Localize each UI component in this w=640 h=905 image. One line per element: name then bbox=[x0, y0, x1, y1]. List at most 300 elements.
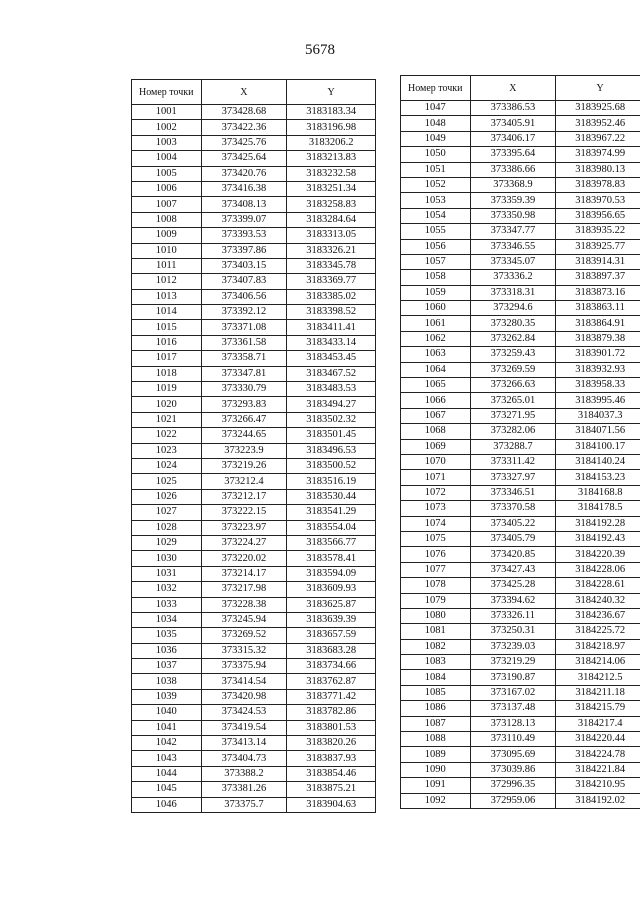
cell-point-number: 1032 bbox=[132, 582, 202, 597]
cell-point-number: 1045 bbox=[132, 782, 202, 797]
cell-point-number: 1030 bbox=[132, 551, 202, 566]
table-row bbox=[132, 736, 376, 751]
cell-point-number: 1040 bbox=[132, 705, 202, 720]
cell-point-number: 1002 bbox=[132, 120, 202, 135]
table-row bbox=[132, 782, 376, 797]
cell-point-number: 1014 bbox=[132, 305, 202, 320]
cell-y: 3183554.04 bbox=[287, 520, 376, 535]
table-row bbox=[401, 778, 640, 793]
cell-point-number: 1081 bbox=[401, 624, 471, 639]
cell-point-number: 1044 bbox=[132, 766, 202, 781]
cell-point-number: 1017 bbox=[132, 351, 202, 366]
table-row bbox=[132, 443, 376, 458]
cell-x: 373128.13 bbox=[470, 716, 556, 731]
header-point-number: Номер точки bbox=[401, 76, 471, 101]
cell-point-number: 1076 bbox=[401, 547, 471, 562]
cell-x: 373381.26 bbox=[201, 782, 287, 797]
cell-point-number: 1059 bbox=[401, 285, 471, 300]
table-row bbox=[132, 397, 376, 412]
table-row bbox=[132, 197, 376, 212]
cell-x: 373311.42 bbox=[470, 454, 556, 469]
cell-point-number: 1084 bbox=[401, 670, 471, 685]
table-row bbox=[132, 505, 376, 520]
cell-x: 373350.98 bbox=[470, 208, 556, 223]
cell-point-number: 1005 bbox=[132, 166, 202, 181]
table-row bbox=[401, 131, 640, 146]
coordinates-table-left bbox=[131, 79, 376, 813]
cell-point-number: 1015 bbox=[132, 320, 202, 335]
table-row bbox=[401, 378, 640, 393]
cell-y: 3183483.53 bbox=[287, 382, 376, 397]
cell-y: 3184220.39 bbox=[556, 547, 640, 562]
table-row bbox=[401, 101, 640, 116]
cell-point-number: 1003 bbox=[132, 135, 202, 150]
cell-point-number: 1054 bbox=[401, 208, 471, 223]
cell-y: 3184236.67 bbox=[556, 608, 640, 623]
table-row bbox=[132, 335, 376, 350]
cell-y: 3184214.06 bbox=[556, 655, 640, 670]
cell-point-number: 1027 bbox=[132, 505, 202, 520]
cell-point-number: 1006 bbox=[132, 181, 202, 196]
cell-point-number: 1016 bbox=[132, 335, 202, 350]
cell-point-number: 1083 bbox=[401, 655, 471, 670]
cell-x: 373244.65 bbox=[201, 428, 287, 443]
table-row bbox=[401, 670, 640, 685]
cell-y: 3183566.77 bbox=[287, 535, 376, 550]
cell-x: 373095.69 bbox=[470, 747, 556, 762]
cell-y: 3184220.44 bbox=[556, 732, 640, 747]
cell-y: 3183467.52 bbox=[287, 366, 376, 381]
cell-x: 373330.79 bbox=[201, 382, 287, 397]
cell-point-number: 1001 bbox=[132, 105, 202, 120]
cell-x: 373405.22 bbox=[470, 516, 556, 531]
cell-x: 373250.31 bbox=[470, 624, 556, 639]
cell-y: 3183863.11 bbox=[556, 301, 640, 316]
cell-point-number: 1008 bbox=[132, 212, 202, 227]
table-body-left bbox=[132, 105, 376, 813]
table-row bbox=[401, 301, 640, 316]
cell-y: 3183958.33 bbox=[556, 378, 640, 393]
cell-x: 372996.35 bbox=[470, 778, 556, 793]
table-row bbox=[401, 270, 640, 285]
cell-x: 373239.03 bbox=[470, 639, 556, 654]
cell-x: 373280.35 bbox=[470, 316, 556, 331]
table-row bbox=[132, 243, 376, 258]
table-row bbox=[132, 674, 376, 689]
cell-x: 373428.68 bbox=[201, 105, 287, 120]
cell-y: 3183453.45 bbox=[287, 351, 376, 366]
table-row bbox=[401, 701, 640, 716]
header-y: Y bbox=[556, 76, 640, 101]
table-row bbox=[132, 751, 376, 766]
cell-x: 373420.85 bbox=[470, 547, 556, 562]
cell-point-number: 1065 bbox=[401, 378, 471, 393]
header-y: Y bbox=[287, 80, 376, 105]
cell-point-number: 1026 bbox=[132, 489, 202, 504]
table-row bbox=[401, 239, 640, 254]
table-row bbox=[132, 382, 376, 397]
table-row bbox=[401, 362, 640, 377]
cell-point-number: 1086 bbox=[401, 701, 471, 716]
cell-y: 3183875.21 bbox=[287, 782, 376, 797]
cell-point-number: 1018 bbox=[132, 366, 202, 381]
table-header-row bbox=[132, 80, 376, 105]
cell-y: 3183995.46 bbox=[556, 393, 640, 408]
cell-point-number: 1056 bbox=[401, 239, 471, 254]
cell-point-number: 1047 bbox=[401, 101, 471, 116]
cell-x: 373422.36 bbox=[201, 120, 287, 135]
table-row bbox=[132, 428, 376, 443]
cell-point-number: 1058 bbox=[401, 270, 471, 285]
cell-point-number: 1088 bbox=[401, 732, 471, 747]
cell-x: 373190.87 bbox=[470, 670, 556, 685]
table-row bbox=[132, 535, 376, 550]
cell-point-number: 1024 bbox=[132, 458, 202, 473]
cell-point-number: 1069 bbox=[401, 439, 471, 454]
cell-y: 3183516.19 bbox=[287, 474, 376, 489]
cell-x: 373271.95 bbox=[470, 408, 556, 423]
table-row bbox=[132, 258, 376, 273]
cell-point-number: 1062 bbox=[401, 331, 471, 346]
table-row bbox=[132, 366, 376, 381]
cell-y: 3184212.5 bbox=[556, 670, 640, 685]
cell-y: 3183970.53 bbox=[556, 193, 640, 208]
cell-y: 3183901.72 bbox=[556, 347, 640, 362]
cell-y: 3183935.22 bbox=[556, 224, 640, 239]
cell-y: 3184037.3 bbox=[556, 408, 640, 423]
cell-y: 3183500.52 bbox=[287, 458, 376, 473]
cell-y: 3183501.45 bbox=[287, 428, 376, 443]
cell-y: 3183494.27 bbox=[287, 397, 376, 412]
cell-point-number: 1022 bbox=[132, 428, 202, 443]
table-row bbox=[401, 470, 640, 485]
cell-y: 3184240.32 bbox=[556, 593, 640, 608]
cell-point-number: 1010 bbox=[132, 243, 202, 258]
table-row bbox=[401, 685, 640, 700]
cell-y: 3183734.66 bbox=[287, 659, 376, 674]
cell-y: 3184215.79 bbox=[556, 701, 640, 716]
cell-x: 373222.15 bbox=[201, 505, 287, 520]
cell-y: 3184071.56 bbox=[556, 424, 640, 439]
table-row bbox=[132, 720, 376, 735]
table-row bbox=[132, 320, 376, 335]
cell-x: 373266.63 bbox=[470, 378, 556, 393]
table-row bbox=[401, 439, 640, 454]
cell-y: 3183771.42 bbox=[287, 689, 376, 704]
cell-y: 3184217.4 bbox=[556, 716, 640, 731]
cell-y: 3184178.5 bbox=[556, 501, 640, 516]
cell-x: 373262.84 bbox=[470, 331, 556, 346]
cell-point-number: 1092 bbox=[401, 793, 471, 808]
cell-y: 3183864.91 bbox=[556, 316, 640, 331]
cell-point-number: 1035 bbox=[132, 628, 202, 643]
cell-point-number: 1013 bbox=[132, 289, 202, 304]
cell-x: 373326.11 bbox=[470, 608, 556, 623]
table-row bbox=[401, 254, 640, 269]
cell-x: 373327.97 bbox=[470, 470, 556, 485]
table-body-right bbox=[401, 101, 640, 809]
cell-point-number: 1090 bbox=[401, 762, 471, 777]
cell-x: 373220.02 bbox=[201, 551, 287, 566]
cell-x: 373269.59 bbox=[470, 362, 556, 377]
cell-y: 3183897.37 bbox=[556, 270, 640, 285]
cell-point-number: 1039 bbox=[132, 689, 202, 704]
table-row bbox=[401, 316, 640, 331]
cell-x: 373388.2 bbox=[201, 766, 287, 781]
cell-y: 3184192.02 bbox=[556, 793, 640, 808]
cell-y: 3184218.97 bbox=[556, 639, 640, 654]
cell-point-number: 1075 bbox=[401, 531, 471, 546]
cell-y: 3183541.29 bbox=[287, 505, 376, 520]
cell-x: 373318.31 bbox=[470, 285, 556, 300]
cell-y: 3183978.83 bbox=[556, 177, 640, 192]
table-row bbox=[132, 289, 376, 304]
table-row bbox=[401, 593, 640, 608]
cell-point-number: 1033 bbox=[132, 597, 202, 612]
cell-point-number: 1012 bbox=[132, 274, 202, 289]
cell-x: 373393.53 bbox=[201, 228, 287, 243]
cell-y: 3183820.26 bbox=[287, 736, 376, 751]
cell-point-number: 1029 bbox=[132, 535, 202, 550]
cell-y: 3183782.86 bbox=[287, 705, 376, 720]
cell-point-number: 1011 bbox=[132, 258, 202, 273]
cell-x: 373427.43 bbox=[470, 562, 556, 577]
cell-y: 3184140.24 bbox=[556, 454, 640, 469]
cell-x: 373212.17 bbox=[201, 489, 287, 504]
cell-x: 373420.76 bbox=[201, 166, 287, 181]
table-row bbox=[132, 458, 376, 473]
cell-y: 3183345.78 bbox=[287, 258, 376, 273]
cell-y: 3184228.61 bbox=[556, 578, 640, 593]
table-row bbox=[132, 797, 376, 812]
cell-point-number: 1063 bbox=[401, 347, 471, 362]
cell-point-number: 1020 bbox=[132, 397, 202, 412]
cell-x: 373371.08 bbox=[201, 320, 287, 335]
cell-y: 3183196.98 bbox=[287, 120, 376, 135]
cell-y: 3183183.34 bbox=[287, 105, 376, 120]
cell-y: 3183657.59 bbox=[287, 628, 376, 643]
cell-point-number: 1038 bbox=[132, 674, 202, 689]
cell-x: 373375.7 bbox=[201, 797, 287, 812]
cell-y: 3183980.13 bbox=[556, 162, 640, 177]
cell-point-number: 1019 bbox=[132, 382, 202, 397]
cell-y: 3183284.64 bbox=[287, 212, 376, 227]
table-row bbox=[132, 166, 376, 181]
table-row bbox=[132, 489, 376, 504]
cell-y: 3184100.17 bbox=[556, 439, 640, 454]
table-row bbox=[401, 716, 640, 731]
table-row bbox=[132, 274, 376, 289]
cell-y: 3183639.39 bbox=[287, 612, 376, 627]
table-row bbox=[132, 689, 376, 704]
table-header-row bbox=[401, 76, 640, 101]
cell-x: 373110.49 bbox=[470, 732, 556, 747]
cell-x: 373294.6 bbox=[470, 301, 556, 316]
table-row bbox=[132, 151, 376, 166]
cell-x: 373212.4 bbox=[201, 474, 287, 489]
cell-y: 3183411.41 bbox=[287, 320, 376, 335]
table-row bbox=[401, 162, 640, 177]
cell-x: 373368.9 bbox=[470, 177, 556, 192]
cell-point-number: 1034 bbox=[132, 612, 202, 627]
cell-x: 373386.53 bbox=[470, 101, 556, 116]
cell-y: 3183952.46 bbox=[556, 116, 640, 131]
table-row bbox=[132, 643, 376, 658]
cell-point-number: 1021 bbox=[132, 412, 202, 427]
cell-y: 3183974.99 bbox=[556, 147, 640, 162]
cell-x: 373345.07 bbox=[470, 254, 556, 269]
table-row bbox=[401, 547, 640, 562]
table-row bbox=[401, 331, 640, 346]
cell-y: 3183932.93 bbox=[556, 362, 640, 377]
cell-x: 373408.13 bbox=[201, 197, 287, 212]
cell-point-number: 1067 bbox=[401, 408, 471, 423]
cell-y: 3183904.63 bbox=[287, 797, 376, 812]
cell-point-number: 1068 bbox=[401, 424, 471, 439]
cell-y: 3183956.65 bbox=[556, 208, 640, 223]
cell-x: 373223.9 bbox=[201, 443, 287, 458]
cell-y: 3183313.05 bbox=[287, 228, 376, 243]
cell-point-number: 1025 bbox=[132, 474, 202, 489]
cell-y: 3183609.93 bbox=[287, 582, 376, 597]
table-row bbox=[401, 177, 640, 192]
table-row bbox=[401, 224, 640, 239]
cell-y: 3183385.02 bbox=[287, 289, 376, 304]
table-row bbox=[132, 228, 376, 243]
cell-y: 3183967.22 bbox=[556, 131, 640, 146]
cell-x: 373245.94 bbox=[201, 612, 287, 627]
cell-point-number: 1070 bbox=[401, 454, 471, 469]
table-row bbox=[401, 285, 640, 300]
cell-point-number: 1043 bbox=[132, 751, 202, 766]
cell-point-number: 1037 bbox=[132, 659, 202, 674]
cell-y: 3183801.53 bbox=[287, 720, 376, 735]
cell-y: 3183232.58 bbox=[287, 166, 376, 181]
cell-x: 373414.54 bbox=[201, 674, 287, 689]
page-number: 5678 bbox=[305, 42, 335, 58]
cell-x: 373416.38 bbox=[201, 181, 287, 196]
table-row bbox=[401, 454, 640, 469]
table-row bbox=[132, 120, 376, 135]
cell-point-number: 1061 bbox=[401, 316, 471, 331]
cell-y: 3184211.18 bbox=[556, 685, 640, 700]
coordinates-table-right bbox=[400, 75, 640, 809]
table-row bbox=[132, 181, 376, 196]
table-row bbox=[132, 582, 376, 597]
cell-x: 373406.56 bbox=[201, 289, 287, 304]
cell-x: 373219.29 bbox=[470, 655, 556, 670]
cell-x: 373425.28 bbox=[470, 578, 556, 593]
table-row bbox=[132, 474, 376, 489]
cell-x: 373420.98 bbox=[201, 689, 287, 704]
table-row bbox=[401, 147, 640, 162]
cell-point-number: 1007 bbox=[132, 197, 202, 212]
cell-point-number: 1072 bbox=[401, 485, 471, 500]
cell-point-number: 1053 bbox=[401, 193, 471, 208]
table-row bbox=[132, 412, 376, 427]
cell-x: 373403.15 bbox=[201, 258, 287, 273]
table-row bbox=[401, 747, 640, 762]
cell-point-number: 1064 bbox=[401, 362, 471, 377]
cell-x: 373370.58 bbox=[470, 501, 556, 516]
cell-x: 373404.73 bbox=[201, 751, 287, 766]
table-row bbox=[401, 762, 640, 777]
cell-y: 3184192.43 bbox=[556, 531, 640, 546]
cell-y: 3184210.95 bbox=[556, 778, 640, 793]
cell-point-number: 1055 bbox=[401, 224, 471, 239]
cell-y: 3183496.53 bbox=[287, 443, 376, 458]
table-row bbox=[132, 705, 376, 720]
table-row bbox=[132, 628, 376, 643]
cell-x: 373395.64 bbox=[470, 147, 556, 162]
cell-x: 373167.02 bbox=[470, 685, 556, 700]
cell-point-number: 1074 bbox=[401, 516, 471, 531]
cell-y: 3183837.93 bbox=[287, 751, 376, 766]
table-row bbox=[132, 566, 376, 581]
cell-y: 3183251.34 bbox=[287, 181, 376, 196]
cell-y: 3183594.09 bbox=[287, 566, 376, 581]
header-x: X bbox=[201, 80, 287, 105]
cell-y: 3183502.32 bbox=[287, 412, 376, 427]
table-row bbox=[401, 608, 640, 623]
cell-x: 373223.97 bbox=[201, 520, 287, 535]
cell-point-number: 1082 bbox=[401, 639, 471, 654]
cell-x: 373217.98 bbox=[201, 582, 287, 597]
cell-x: 372959.06 bbox=[470, 793, 556, 808]
table-row bbox=[132, 520, 376, 535]
cell-x: 373219.26 bbox=[201, 458, 287, 473]
cell-x: 373259.43 bbox=[470, 347, 556, 362]
cell-point-number: 1071 bbox=[401, 470, 471, 485]
cell-y: 3183369.77 bbox=[287, 274, 376, 289]
cell-y: 3184225.72 bbox=[556, 624, 640, 639]
cell-x: 373347.81 bbox=[201, 366, 287, 381]
cell-x: 373424.53 bbox=[201, 705, 287, 720]
cell-y: 3183206.2 bbox=[287, 135, 376, 150]
cell-point-number: 1028 bbox=[132, 520, 202, 535]
table-row bbox=[132, 305, 376, 320]
cell-point-number: 1023 bbox=[132, 443, 202, 458]
cell-y: 3183925.77 bbox=[556, 239, 640, 254]
table-row bbox=[132, 105, 376, 120]
cell-x: 373269.52 bbox=[201, 628, 287, 643]
cell-x: 373392.12 bbox=[201, 305, 287, 320]
cell-y: 3183879.38 bbox=[556, 331, 640, 346]
header-point-number: Номер точки bbox=[132, 80, 202, 105]
table-row bbox=[401, 408, 640, 423]
cell-x: 373346.51 bbox=[470, 485, 556, 500]
cell-x: 373397.86 bbox=[201, 243, 287, 258]
cell-point-number: 1052 bbox=[401, 177, 471, 192]
cell-x: 373288.7 bbox=[470, 439, 556, 454]
cell-y: 3184153.23 bbox=[556, 470, 640, 485]
cell-y: 3183258.83 bbox=[287, 197, 376, 212]
table-row bbox=[401, 516, 640, 531]
cell-y: 3183326.21 bbox=[287, 243, 376, 258]
table-row bbox=[401, 562, 640, 577]
cell-x: 373266.47 bbox=[201, 412, 287, 427]
header-x: X bbox=[470, 76, 556, 101]
cell-point-number: 1046 bbox=[132, 797, 202, 812]
cell-x: 373361.58 bbox=[201, 335, 287, 350]
cell-point-number: 1087 bbox=[401, 716, 471, 731]
cell-x: 373413.14 bbox=[201, 736, 287, 751]
table-row bbox=[401, 116, 640, 131]
table-row bbox=[132, 135, 376, 150]
table-row bbox=[401, 393, 640, 408]
table-row bbox=[132, 659, 376, 674]
cell-x: 373394.62 bbox=[470, 593, 556, 608]
